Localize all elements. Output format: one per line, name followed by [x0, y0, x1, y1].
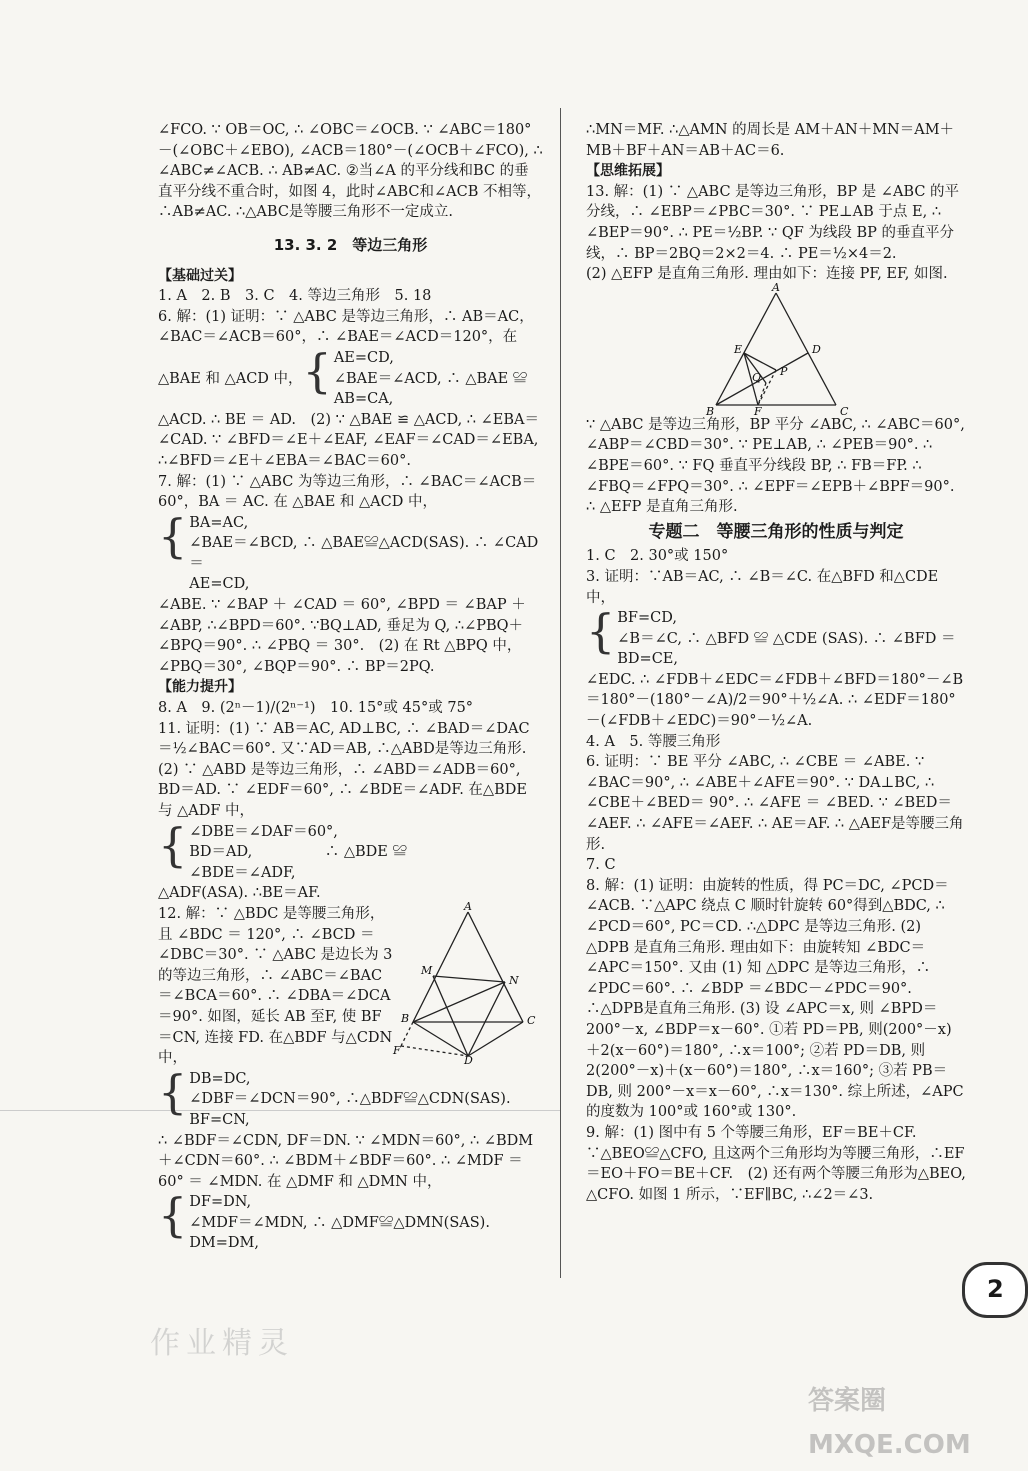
brace-icon: {	[158, 1188, 188, 1243]
q12-part-b: ∴ ∠BDF＝∠CDN, DF＝DN. ∵ ∠MDN＝60°, ∴ ∠BDM＋∠CDN＝60°. ∴ ∠BDM＋∠BDF＝60°. ∴ ∠MDF ＝ 60° ＝ ∠MDN. 在 △DMF 和 △DMN 中，	[158, 1132, 534, 1190]
fig1-label: B	[401, 1011, 410, 1025]
q6-sys-line: AE=CD,	[333, 349, 394, 366]
fig2-label: P	[780, 364, 788, 378]
fig2-label: Q	[752, 370, 762, 384]
q11-text: 11. 证明：(1) ∵ AB＝AC, AD⊥BC, ∴ ∠BAD＝∠DAC＝½∠BAC＝60°. 又∵AD＝AB, ∴△ABD是等边三角形. (2) ∵ △ABD 是等边三角形，∴ ∠ABD＝∠ADB＝60°, BD＝AD. ∵ ∠EDF＝60°, ∴ ∠BDE＝∠ADF. 在△BDE 与 △ADF 中，	[158, 720, 530, 819]
q12-part-a: 12. 解：∵ △BDC 是等腰三角形，且 ∠BDC ＝ 120°, ∴ ∠BCD ＝ ∠DBC＝30°. ∵ △ABC 是边长为 3 的等边三角形，∴ ∠ABC＝∠BAC＝∠BCA＝60°. ∴ ∠DBA＝∠DCA＝90°. 如图，延长 AB 至F, 使 BF＝CN, 连接 FD. 在△BDF 与△CDN 中，	[158, 905, 393, 1067]
brace-icon: {	[302, 343, 332, 398]
q7-system	[158, 508, 543, 595]
q3-sys-line: BF=CD,	[617, 610, 677, 627]
fig2-label: E	[734, 342, 743, 356]
q7-part-b: ∠ABE. ∵ ∠BAP ＋ ∠CAD ＝ 60°, ∠BPD ＝ ∠BAP ＋ ∠ABP, ∴∠BPD＝60°. ∵BQ⊥AD, 垂足为 Q, ∴∠PBQ＋∠BPQ＝90°. ∴ ∠PBQ ＝ 30°. (2) 在 Rt △BPQ 中，∠PBQ＝30°, ∠BQP＝90°. ∴ BP＝2PQ.	[158, 597, 526, 675]
q6-part-a: 6. 解：(1) 证明：∵ △ABC 是等边三角形，∴ AB＝AC，∠BAC＝∠ACB＝60°，∴ ∠BAE＝∠ACD＝120°，在	[158, 308, 534, 346]
q3-sys-line: BD=CE,	[617, 651, 678, 668]
answers-4-5: 4. A 5. 等腰三角形	[586, 733, 721, 750]
fig1-label: C	[527, 1013, 536, 1027]
fig1-label: N	[509, 973, 519, 987]
brace-icon: {	[586, 604, 616, 659]
section-title: 13. 3. 2 等边三角形	[273, 235, 428, 254]
q13-part-b: (2) △EFP 是直角三角形. 理由如下：连接 PF, EF, 如图.	[586, 266, 948, 283]
q3-part-a: 3. 证明：∵AB＝AC, ∴ ∠B＝∠C. 在△BFD 和△CDE 中，	[586, 568, 939, 606]
fig2-label: F	[754, 404, 762, 418]
q12-block	[158, 899, 543, 1069]
q12-sys-line: ∠DBF＝∠DCN＝90°, ∴△BDF≌△CDN(SAS).	[189, 1091, 511, 1108]
q12-sys2-line: DF=DN,	[189, 1194, 252, 1211]
brace-icon: {	[158, 817, 188, 872]
q6-sys-line: ∠BAE＝∠ACD, ∴ △BAE ≌	[333, 370, 528, 387]
fig2-label: A	[772, 280, 780, 294]
q13-part-a: 13. 解：(1) ∵ △ABC 是等边三角形，BP 是 ∠ABC 的平分线，∴ ∠EBP＝∠PBC＝30°. ∵ PE⊥AB 于点 E, ∴ ∠BEP＝90°. ∴ PE＝½BP. ∵ QF 为线段 BP 的垂直平分线，∴ BP＝2BQ＝2×2＝4. ∴ PE＝½×4＝2.	[586, 183, 960, 262]
brace-icon: {	[158, 508, 188, 563]
answers-1-2: 1. C 2. 30°或 150°	[586, 548, 729, 565]
column-divider	[560, 108, 561, 1278]
q12-sys2-line: DM=DM,	[189, 1235, 259, 1252]
q9-text: 9. 解：(1) 图中有 5 个等腰三角形，EF＝BE＋CF. ∵△BEO≌△CFO, 且这两个三角形均为等腰三角形，∴EF＝EO＋FO＝BE＋CF. (2) 还有两个等腰三角形为△BEO, △CFO. 如图 1 所示，∵EF∥BC, ∴∠2＝∠3.	[586, 1124, 966, 1203]
q11-system	[158, 817, 543, 884]
q11-sys-line: ∠DBE＝∠DAF＝60°,	[189, 823, 338, 840]
q12-sys-line: BF=CN,	[189, 1111, 250, 1128]
q12-sys-line: DB=DC,	[189, 1070, 251, 1087]
q11-end: △ADF(ASA). ∴BE＝AF.	[158, 885, 321, 902]
q6-system	[158, 343, 543, 410]
q7-sys-line: AE=CD,	[189, 576, 250, 593]
q12-system	[158, 1064, 543, 1131]
right-column	[586, 120, 966, 1205]
fig1-label: A	[464, 899, 472, 913]
q6-sys-line: AB=CA,	[333, 391, 394, 408]
q6-prefix: △BAE 和 △ACD 中，	[158, 370, 303, 387]
answer-7: 7. C	[586, 857, 616, 874]
left-column	[158, 120, 543, 1254]
ability-tag: 【能力提升】	[158, 679, 242, 696]
page-number: 2	[987, 1275, 1004, 1303]
q3-system	[586, 604, 966, 670]
answers-1-5: 1. A 2. B 3. C 4. 等边三角形 5. 18	[158, 288, 432, 305]
q7-sys-line: BA=AC,	[189, 514, 249, 531]
q12-system-2	[158, 1188, 543, 1254]
brace-icon: {	[158, 1064, 188, 1119]
page-number-badge	[962, 1262, 1028, 1318]
q3-sys-line: ∠B＝∠C, ∴ △BFD ≌ △CDE (SAS). ∴ ∠BFD ＝	[617, 630, 956, 647]
topic-title: 专题二 等腰三角形的性质与判定	[648, 521, 904, 542]
basic-tag: 【基础过关】	[158, 267, 242, 284]
q11-sys-line: ∠BDE＝∠ADF,	[189, 864, 296, 881]
watermark-right-title: 答案圈	[808, 1386, 887, 1416]
fig1-label: M	[421, 963, 433, 977]
q6-part-b: △ACD. ∴ BE ＝ AD. (2) ∵ △BAE ≌ △ACD, ∴ ∠EBA＝∠CAD. ∵ ∠BFD＝∠E＋∠EAF, ∠EAF＝∠CAD＝∠EBA, ∴∠BFD＝∠E＋∠EBA＝∠BAC＝60°.	[158, 411, 539, 469]
fig2-label: C	[840, 404, 849, 418]
fig2-label: B	[706, 404, 715, 418]
fig1-label: D	[464, 1053, 473, 1067]
watermark-left: 作业精灵	[150, 1326, 294, 1361]
q12-sys2-line: ∠MDF＝∠MDN, ∴ △DMF≌△DMN(SAS).	[189, 1214, 490, 1231]
fig2-label: D	[812, 342, 821, 356]
right-intro: ∴MN＝MF. ∴△AMN 的周长是 AM＋AN＋MN＝AM＋MB＋BF＋AN＝AB＋AC＝6.	[586, 122, 955, 159]
think-tag: 【思维拓展】	[586, 163, 670, 180]
answers-8-10: 8. A 9. (2ⁿ－1)/(2ⁿ⁻¹) 10. 15°或 45°或 75°	[158, 700, 474, 717]
q11-sys-line: BD＝AD, ∴ △BDE ≌	[189, 844, 407, 861]
fig1-label: F	[393, 1043, 401, 1057]
q13-part-c: ∵ △ABC 是等边三角形，BP 平分 ∠ABC, ∴ ∠ABC＝60°, ∠ABP＝∠CBD＝30°. ∵ PE⊥AB, ∴ ∠PEB＝90°. ∴ ∠BPE＝60°. ∵ FQ 垂直平分线段 BP, ∴ FB＝FP. ∴ ∠FBQ＝∠FPQ＝30°. ∴ ∠EPF＝∠EPB＋∠BPF＝90°. ∴ △EFP 是直角三角形.	[586, 416, 965, 516]
q7-sys-line: ∠BAE＝∠BCD, ∴ △BAE≌△ACD(SAS). ∴ ∠CAD＝	[189, 535, 539, 572]
figure-triangle-efp	[586, 280, 966, 418]
watermark-right-url: MXQE.COM	[808, 1430, 971, 1460]
figure-triangle-amnd	[393, 899, 543, 1067]
q8-text: 8. 解：(1) 证明：由旋转的性质，得 PC＝DC, ∠PCD＝∠ACB. ∵△APC 绕点 C 顺时针旋转 60°得到△BDC, ∴ ∠PCD＝60°, PC＝CD. ∴△DPC 是等边三角形. (2) △DPB 是直角三角形. 理由如下：由旋转知 ∠BDC＝∠APC＝150°. 又由 (1) 知 △DPC 是等边三角形，∴ ∠PDC＝60°. ∴ ∠BDP ＝∠BDC－∠PDC＝90°. ∴△DPB是直角三角形. (3) 设 ∠APC＝x, 则 ∠BPD＝200°－x, ∠BDP＝x－60°. ①若 PD＝PB, 则(200°－x)＋2(x－60°)＝180°, ∴x＝100°; ②若 PD＝DB, 则 2(200°－x)＋(x－60°)＝180°, ∴x＝160°; ③若 PB＝DB, 则 200°－x＝x－60°, ∴x＝130°. 综上所述，∠APC 的度数为 100°或 160°或 130°.	[586, 877, 964, 1121]
q3-part-b: ∠EDC. ∴ ∠FDB＋∠EDC＝∠FDB＋∠BFD＝180°－∠B＝180°－(180°－∠A)/2＝90°＋½∠A. ∴ ∠EDF＝180°－(∠FDB＋∠EDC)＝90°－½∠A.	[586, 671, 964, 730]
q6-text: 6. 证明：∵ BE 平分 ∠ABC, ∴ ∠CBE ＝ ∠ABE. ∵ ∠BAC＝90°, ∴ ∠ABE＋∠AFE＝90°. ∵ DA⊥BC, ∴ ∠CBE＋∠BED＝ 90°. ∴ ∠AFE ＝ ∠BED. ∵ ∠BED＝∠AEF. ∴ ∠AFE＝∠AEF. ∴ AE＝AF. ∴ △AEF是等腰三角形.	[586, 754, 964, 853]
q7-part-a: 7. 解：(1) ∵ △ABC 为等边三角形，∴ ∠BAC＝∠ACB＝60°，BA ＝ AC. 在 △BAE 和 △ACD 中，	[158, 473, 537, 511]
left-intro: ∠FCO. ∵ OB＝OC, ∴ ∠OBC＝∠OCB. ∵ ∠ABC＝180°－(∠OBC＋∠EBO), ∠ACB＝180°－(∠OCB＋∠FCO), ∴ ∠ABC≠∠ACB. ∴ AB≠AC. ②当∠A 的平分线和BC 的垂直平分线不重合时，如图 4，此时∠ABC和∠ACB 不相等，∴AB≠AC. ∴△ABC是等腰三角形不一定成立.	[158, 122, 543, 221]
